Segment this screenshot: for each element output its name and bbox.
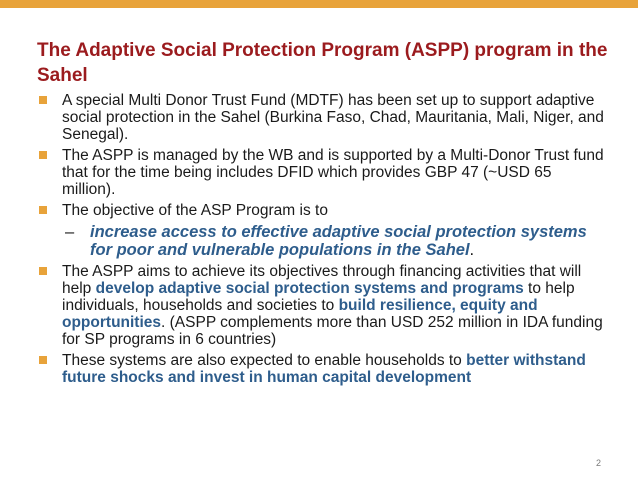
bullet-item — [37, 202, 607, 219]
objective-highlight: increase access to effective adaptive social protection systems for poor and vulnerable populations in the Sahel — [90, 223, 587, 259]
highlight-text: better withstand future shocks and invest in human capital development — [62, 352, 586, 386]
bullet-text: These systems are also expected to enable households to — [62, 352, 467, 369]
bullet-text: The objective of the ASP Program is to — [62, 202, 328, 219]
page-number: 2 — [596, 458, 602, 468]
bullet-item — [37, 92, 607, 143]
objective-end: . — [469, 241, 475, 259]
square-bullet-icon — [39, 151, 47, 159]
bullet-item — [37, 263, 607, 348]
bullet-item — [37, 352, 607, 386]
bullet-text: The ASPP is managed by the WB and is supported by a Multi-Donor Trust fund that for the time being includes DFID which provides GBP 47 (~USD 65 million). — [62, 147, 604, 198]
square-bullet-icon — [39, 267, 47, 275]
bullet-text: The ASPP aims to achieve its objectives through financing activities that will help — [62, 263, 582, 297]
highlight-text: build resilience, equity and opportunities — [62, 297, 538, 331]
top-accent-bar — [0, 0, 638, 8]
slide-body — [37, 92, 607, 390]
square-bullet-icon — [39, 206, 47, 214]
bullet-text: . (ASPP complements more than USD 252 million in IDA funding for SP programs in 6 countries) — [62, 314, 603, 348]
sub-bullet-item — [37, 223, 607, 259]
bullet-item — [37, 147, 607, 198]
square-bullet-icon — [39, 96, 47, 104]
highlight-text: develop adaptive social protection systems and programs — [95, 280, 524, 297]
bullet-text: to help individuals, households and societies to — [62, 280, 575, 314]
dash-bullet: – — [65, 223, 75, 241]
square-bullet-icon — [39, 356, 47, 364]
slide-title: The Adaptive Social Protection Program (ASPP) program in the Sahel — [37, 40, 608, 86]
bullet-text: A special Multi Donor Trust Fund (MDTF) has been set up to support adaptive social protection in the Sahel (Burkina Faso, Chad, Mauritania, Mali, Niger, and Senegal). — [62, 92, 604, 143]
